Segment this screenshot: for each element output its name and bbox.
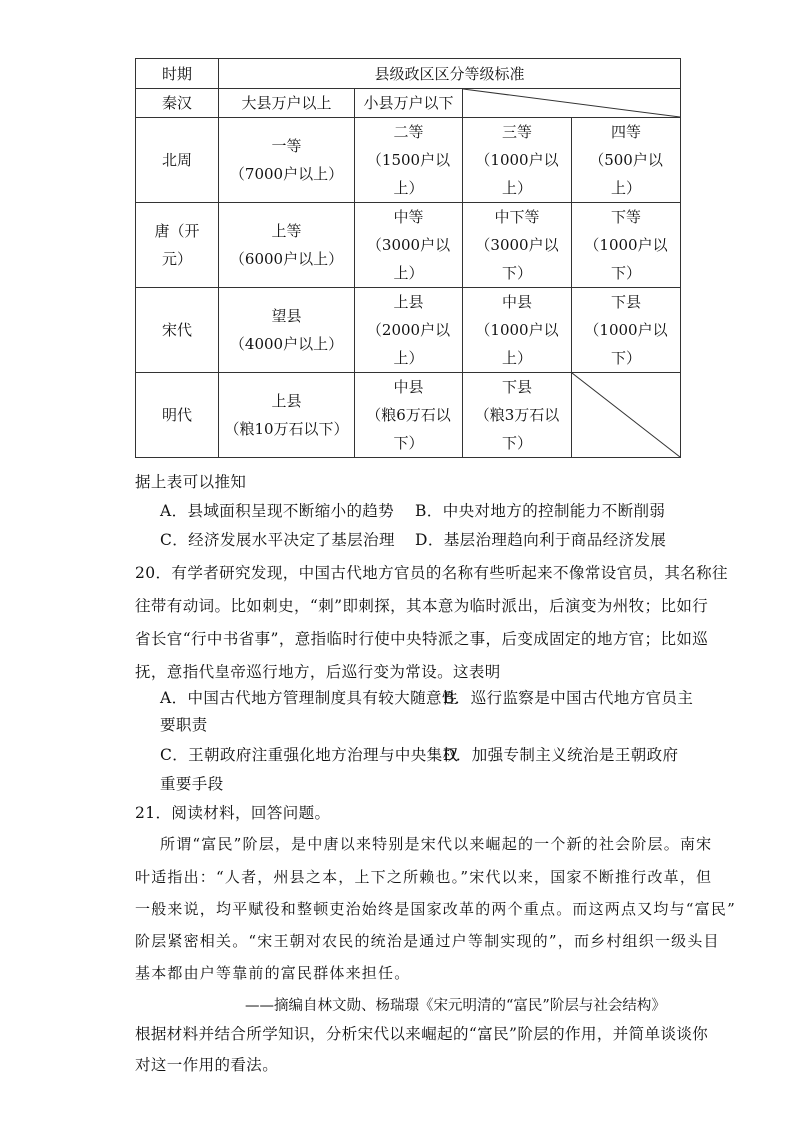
diagonal-line (463, 89, 680, 117)
q20-option-d-continued: 重要手段 (160, 775, 224, 793)
grade-criterion: 上） (393, 349, 424, 367)
q20-option-b-continued: 要职责 (160, 716, 208, 734)
grade-criterion: 下） (393, 434, 424, 452)
empty-diagonal-cell (463, 89, 681, 118)
grade-name: 下县 (611, 293, 642, 311)
period-name: 唐（开 (154, 222, 200, 240)
period-cell: 北周 (136, 118, 219, 203)
grade-criterion: （1000户以 (584, 321, 668, 339)
q21-material-line: 基本都由户等靠前的富民群体来担任。 (135, 964, 411, 982)
grade-name: 中县 (501, 293, 532, 311)
grade-name: 中县 (393, 378, 424, 396)
grade-cell (355, 203, 463, 288)
q19-option-a[interactable]: A．县域面积呈现不断缩小的趋势 (160, 502, 395, 520)
period-cell: 宋代 (136, 288, 219, 373)
period-cell: 明代 (136, 373, 219, 458)
grade-name: 上县 (393, 293, 424, 311)
q21-material-line: 一般来说，均平赋役和整顿吏治始终是国家改革的两个重点。而这两点又均与“富民” (135, 900, 736, 918)
grade-criterion: （1000户以 (475, 151, 559, 169)
grade-criterion: 下） (611, 349, 642, 367)
grade-name: 中等 (393, 208, 424, 226)
grade-cell (463, 118, 572, 203)
q21-stem: 21．阅读材料，回答问题。 (135, 804, 331, 822)
q20-stem-line: 抚，意指代皇帝巡行地方，后巡行变为常设。这表明 (135, 663, 501, 681)
grade-name: 望县 (271, 307, 302, 325)
grade-name: 四等 (611, 123, 642, 141)
county-grade-table (135, 58, 681, 458)
period-name: 元） (161, 250, 192, 268)
q20-stem-line: 20．有学者研究发现，中国古代地方官员的名称有些听起来不像常设官员，其名称往 (135, 564, 728, 582)
grade-criterion: （1000户以 (475, 321, 559, 339)
grade-criterion: 上） (393, 264, 424, 282)
q21-material-line: 叶适指出：“人者，州县之本，上下之所赖也。”宋代以来，国家不断推行改革，但 (135, 868, 713, 886)
grade-cell (355, 118, 463, 203)
table-header-row (136, 59, 681, 89)
grade-criterion: 下） (611, 264, 642, 282)
q20-option-b[interactable]: B．巡行监察是中国古代地方官员主 (443, 689, 694, 707)
diagonal-line (572, 373, 680, 457)
q20-stem-line: 省长官“行中书省事”，意指临时行使中央特派之事，后变成固定的地方官；比如巡 (135, 630, 709, 648)
grade-criterion: （粮3万石以 (474, 406, 560, 424)
grade-criterion: 上） (611, 179, 642, 197)
grade-criterion: （粮10万石以下） (224, 420, 349, 438)
q19-option-d[interactable]: D．基层治理趋向利于商品经济发展 (415, 531, 667, 549)
grade-cell (219, 288, 355, 373)
grade-criterion: 上） (501, 349, 532, 367)
q21-material-line: 阶层紧密相关。“宋王朝对农民的统治是通过户等制实现的”，而乡村组织一级头目 (135, 932, 720, 950)
grade-cell (463, 203, 572, 288)
q20-option-a[interactable]: A．中国古代地方管理制度具有较大随意性 (160, 689, 458, 707)
table-row-tang (136, 203, 681, 288)
q19-stem: 据上表可以推知 (135, 473, 247, 491)
grade-criterion: 下） (501, 434, 532, 452)
grade-cell (219, 203, 355, 288)
grade-name: 中下等 (494, 208, 540, 226)
grade-criterion: （6000户以上） (229, 250, 344, 268)
grade-criterion: （2000户以 (366, 321, 451, 339)
period-cell: 秦汉 (136, 89, 219, 118)
q20-option-d[interactable]: D．加强专制主义统治是王朝政府 (443, 746, 679, 764)
grade-criterion: （7000户以上） (229, 165, 344, 183)
q20-stem-line: 往带有动词。比如刺史，“刺”即刺探，其本意为临时派出，后演变为州牧；比如行 (135, 597, 709, 615)
grade-cell (572, 203, 681, 288)
grade-criterion: （1000户以 (584, 236, 668, 254)
table-row-ming (136, 373, 681, 458)
grade-cell (219, 373, 355, 458)
grade-name: 下县 (501, 378, 532, 396)
grade-cell (463, 288, 572, 373)
grade-name: 三等 (501, 123, 532, 141)
grade-name: 一等 (271, 137, 302, 155)
grade-criterion: （粮6万石以 (366, 406, 451, 424)
grade-cell (572, 118, 681, 203)
empty-diagonal-cell (572, 373, 681, 458)
grade-criterion: （4000户以上） (229, 335, 344, 353)
grade-criterion: （3000户以 (475, 236, 559, 254)
grade-criterion: 上） (393, 179, 424, 197)
q20-option-c[interactable]: C．王朝政府注重强化地方治理与中央集权 (160, 746, 459, 764)
table-row-song (136, 288, 681, 373)
header-period: 时期 (136, 59, 219, 89)
q19-option-b[interactable]: B．中央对地方的控制能力不断削弱 (415, 502, 666, 520)
q21-material-line: 所谓“富民”阶层，是中唐以来特别是宋代以来崛起的一个新的社会阶层。南宋 (160, 835, 713, 853)
grade-name: 上等 (271, 222, 302, 240)
grade-cell (463, 373, 572, 458)
grade-cell (572, 288, 681, 373)
q19-option-c[interactable]: C．经济发展水平决定了基层治理 (160, 531, 395, 549)
grade-cell: 大县万户以上 (219, 89, 355, 118)
period-cell (136, 203, 219, 288)
table-row-qinhan (136, 89, 681, 118)
q21-question-line: 对这一作用的看法。 (135, 1056, 279, 1074)
grade-cell (355, 288, 463, 373)
grade-criterion: 上） (501, 179, 532, 197)
q21-source: ——摘编自林文勋、杨瑞璟《宋元明清的“富民”阶层与社会结构》 (245, 998, 666, 1014)
q21-question-line: 根据材料并结合所学知识，分析宋代以来崛起的“富民”阶层的作用，并简单谈谈你 (135, 1025, 709, 1043)
grade-name: 二等 (393, 123, 424, 141)
grade-criterion: （500户以 (589, 151, 663, 169)
grade-cell (355, 373, 463, 458)
grade-cell (219, 118, 355, 203)
grade-criterion: （1500户以 (366, 151, 451, 169)
grade-name: 上县 (271, 392, 302, 410)
grade-criterion: 下） (501, 264, 532, 282)
grade-name: 下等 (611, 208, 642, 226)
grade-cell: 小县万户以下 (355, 89, 463, 118)
grade-criterion: （3000户以 (366, 236, 451, 254)
table-row-beizhou (136, 118, 681, 203)
header-standard: 县级政区区分等级标准 (219, 59, 681, 89)
